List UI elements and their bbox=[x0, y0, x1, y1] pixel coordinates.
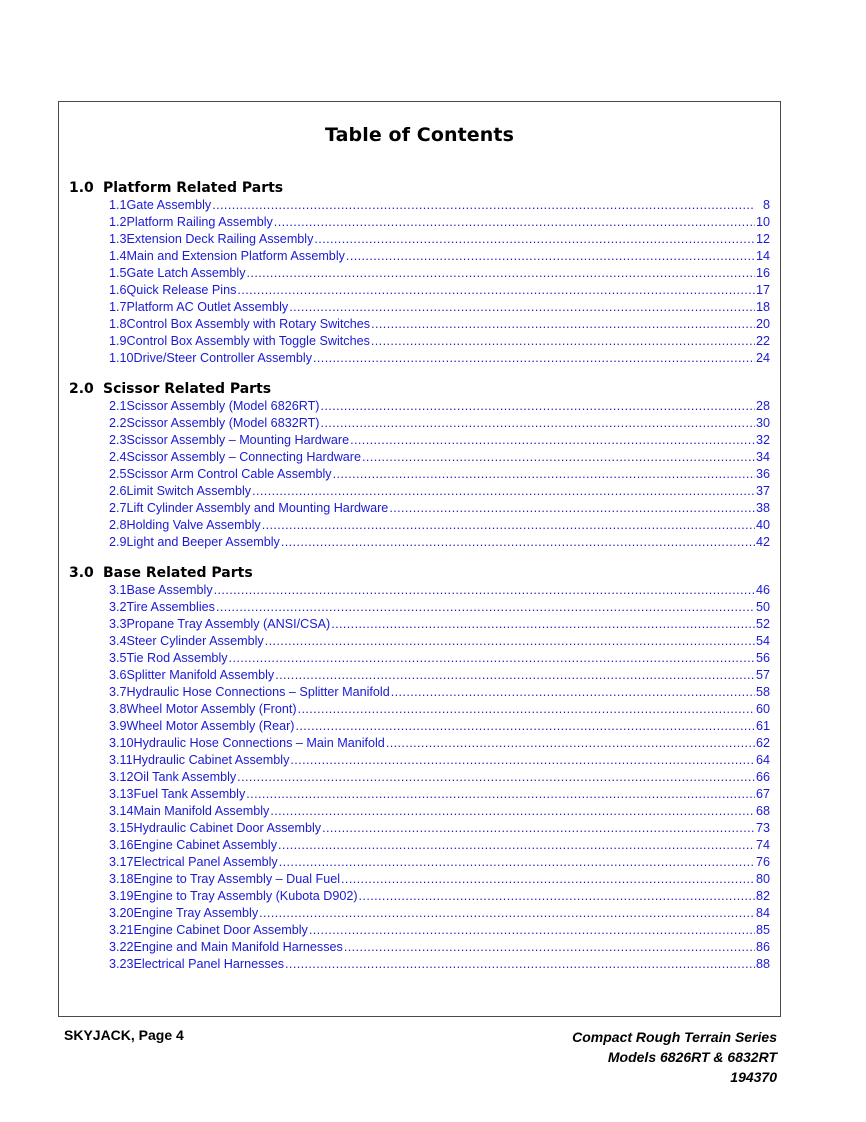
toc-entry-page: 67 bbox=[755, 787, 770, 801]
toc-entry-number: 1.9 bbox=[109, 334, 127, 348]
toc-entry[interactable] bbox=[109, 517, 770, 534]
toc-entry-page: 76 bbox=[755, 855, 770, 869]
toc-entry-label: Scissor Arm Control Cable Assembly bbox=[126, 467, 332, 481]
section-heading bbox=[69, 380, 770, 398]
toc-entry-label: Main Manifold Assembly bbox=[133, 804, 270, 818]
toc-entry-label: Splitter Manifold Assembly bbox=[126, 668, 275, 682]
toc-entry-number: 3.8 bbox=[109, 702, 127, 716]
toc-entry-page: 20 bbox=[755, 317, 770, 331]
toc-leader-dots bbox=[275, 667, 755, 684]
toc-leader-dots bbox=[313, 350, 755, 367]
toc-entry-label: Extension Deck Railing Assembly bbox=[126, 232, 314, 246]
toc-entry-page: 37 bbox=[755, 484, 770, 498]
toc-entry[interactable] bbox=[109, 582, 770, 599]
toc-entry-number: 3.18 bbox=[109, 872, 134, 886]
toc-entry-number: 3.14 bbox=[109, 804, 134, 818]
toc-leader-dots bbox=[346, 248, 755, 265]
toc-entry-number: 2.1 bbox=[109, 399, 127, 413]
toc-entry-number: 2.2 bbox=[109, 416, 127, 430]
toc-entry-number: 3.7 bbox=[109, 685, 127, 699]
toc-entry[interactable] bbox=[109, 939, 770, 956]
toc-entry-number: 3.15 bbox=[109, 821, 134, 835]
toc-entry-page: 28 bbox=[755, 399, 770, 413]
toc-entry-page: 60 bbox=[755, 702, 770, 716]
toc-entry[interactable] bbox=[109, 265, 770, 282]
toc-entry-number: 3.3 bbox=[109, 617, 127, 631]
toc-entry-label: Fuel Tank Assembly bbox=[133, 787, 246, 801]
toc-entry-number: 2.8 bbox=[109, 518, 127, 532]
toc-entry-number: 1.4 bbox=[109, 249, 127, 263]
footer-document-info bbox=[572, 1027, 777, 1087]
toc-entry-page: 88 bbox=[755, 957, 770, 971]
toc-leader-dots bbox=[371, 333, 755, 350]
toc-entry-page: 22 bbox=[755, 334, 770, 348]
toc-entry-page: 54 bbox=[755, 634, 770, 648]
toc-entry-page: 18 bbox=[755, 300, 770, 314]
toc-entry-number: 1.6 bbox=[109, 283, 127, 297]
toc-entry-number: 3.4 bbox=[109, 634, 127, 648]
toc-leader-dots bbox=[314, 231, 755, 248]
toc-entry-number: 3.12 bbox=[109, 770, 134, 784]
toc-leader-dots bbox=[274, 214, 755, 231]
toc-entry-label: Platform AC Outlet Assembly bbox=[126, 300, 289, 314]
toc-entry[interactable] bbox=[109, 956, 770, 973]
toc-leader-dots bbox=[270, 803, 755, 820]
toc-leader-dots bbox=[331, 616, 755, 633]
toc-entry-number: 2.7 bbox=[109, 501, 127, 515]
toc-entry-page: 8 bbox=[762, 198, 770, 212]
toc-entry-page: 42 bbox=[755, 535, 770, 549]
toc-entry-number: 3.6 bbox=[109, 668, 127, 682]
toc-entry-page: 57 bbox=[755, 668, 770, 682]
toc-entry[interactable] bbox=[109, 231, 770, 248]
toc-entry[interactable] bbox=[109, 432, 770, 449]
toc-entry-number: 1.8 bbox=[109, 317, 127, 331]
toc-entry[interactable] bbox=[109, 248, 770, 265]
toc-entry[interactable] bbox=[109, 735, 770, 752]
section-number: 2.0 bbox=[69, 381, 94, 397]
toc-entry-number: 3.9 bbox=[109, 719, 127, 733]
toc-entry-label: Scissor Assembly (Model 6832RT) bbox=[126, 416, 320, 430]
toc-entry[interactable] bbox=[109, 197, 770, 214]
toc-entry[interactable] bbox=[109, 534, 770, 551]
toc-entry[interactable] bbox=[109, 650, 770, 667]
toc-leader-dots bbox=[389, 500, 755, 517]
toc-entry-page: 61 bbox=[755, 719, 770, 733]
toc-entry-page: 80 bbox=[755, 872, 770, 886]
toc-entry-label: Lift Cylinder Assembly and Mounting Hardware bbox=[126, 501, 389, 515]
toc-entry-page: 30 bbox=[755, 416, 770, 430]
toc-entry-page: 17 bbox=[755, 283, 770, 297]
toc-entry-label: Light and Beeper Assembly bbox=[126, 535, 280, 549]
toc-entry-number: 1.3 bbox=[109, 232, 127, 246]
toc-entry[interactable] bbox=[109, 854, 770, 871]
toc-leader-dots bbox=[362, 449, 755, 466]
toc-entry-label: Electrical Panel Assembly bbox=[133, 855, 278, 869]
toc-entry-label: Engine to Tray Assembly – Dual Fuel bbox=[133, 872, 341, 886]
toc-entry-page: 12 bbox=[755, 232, 770, 246]
toc-leader-dots bbox=[290, 752, 755, 769]
toc-entry-page: 50 bbox=[755, 600, 770, 614]
toc-leader-dots bbox=[359, 888, 755, 905]
toc-leader-dots bbox=[371, 316, 755, 333]
toc-entry[interactable] bbox=[109, 398, 770, 415]
toc-entry[interactable] bbox=[109, 616, 770, 633]
toc-entry-number: 3.5 bbox=[109, 651, 127, 665]
toc-entry-label: Steer Cylinder Assembly bbox=[126, 634, 264, 648]
toc-entry-number: 1.2 bbox=[109, 215, 127, 229]
toc-leader-dots bbox=[320, 415, 755, 432]
toc-entry-page: 73 bbox=[755, 821, 770, 835]
toc-entry-label: Propane Tray Assembly (ANSI/CSA) bbox=[126, 617, 331, 631]
toc-entry-page: 40 bbox=[755, 518, 770, 532]
toc-leader-dots bbox=[214, 582, 755, 599]
toc-leader-dots bbox=[246, 786, 755, 803]
toc-entry[interactable] bbox=[109, 871, 770, 888]
toc-entry[interactable] bbox=[109, 667, 770, 684]
toc-leader-dots bbox=[391, 684, 755, 701]
toc-entry-page: 66 bbox=[755, 770, 770, 784]
toc-entry-page: 56 bbox=[755, 651, 770, 665]
toc-leader-dots bbox=[320, 398, 755, 415]
toc-entry[interactable] bbox=[109, 684, 770, 701]
toc-leader-dots bbox=[212, 197, 755, 214]
section-title: Platform Related Parts bbox=[103, 180, 284, 196]
toc-leader-dots bbox=[289, 299, 755, 316]
section-number: 1.0 bbox=[69, 180, 94, 196]
toc-leader-dots bbox=[237, 769, 755, 786]
section-title: Base Related Parts bbox=[103, 565, 253, 581]
toc-entry[interactable] bbox=[109, 633, 770, 650]
toc-entry-number: 3.11 bbox=[109, 753, 133, 767]
toc-entry[interactable] bbox=[109, 415, 770, 432]
toc-entry[interactable] bbox=[109, 214, 770, 231]
toc-entry-label: Control Box Assembly with Toggle Switches bbox=[126, 334, 370, 348]
toc-entry-page: 85 bbox=[755, 923, 770, 937]
toc-leader-dots bbox=[285, 956, 755, 973]
toc-entry-label: Engine to Tray Assembly (Kubota D902) bbox=[133, 889, 358, 903]
toc-entry-page: 10 bbox=[755, 215, 770, 229]
toc-entry[interactable] bbox=[109, 701, 770, 718]
toc-entry-number: 3.1 bbox=[109, 583, 127, 597]
toc-entry-page: 64 bbox=[755, 753, 770, 767]
section-platform bbox=[69, 179, 770, 367]
toc-leader-dots bbox=[386, 735, 755, 752]
toc-entry-number: 3.17 bbox=[109, 855, 134, 869]
toc-leader-dots bbox=[216, 599, 755, 616]
toc-entry-page: 68 bbox=[755, 804, 770, 818]
section-heading bbox=[69, 179, 770, 197]
toc-entry-label: Engine and Main Manifold Harnesses bbox=[133, 940, 343, 954]
toc-entry-page: 38 bbox=[755, 501, 770, 515]
toc-leader-dots bbox=[341, 871, 755, 888]
toc-entry[interactable] bbox=[109, 718, 770, 735]
toc-leader-dots bbox=[279, 854, 755, 871]
toc-leader-dots bbox=[344, 939, 755, 956]
toc-leader-dots bbox=[298, 701, 755, 718]
toc-entry-page: 14 bbox=[755, 249, 770, 263]
toc-entry-label: Electrical Panel Harnesses bbox=[133, 957, 285, 971]
toc-entry-number: 1.1 bbox=[109, 198, 127, 212]
toc-entry[interactable] bbox=[109, 752, 770, 769]
section-number: 3.0 bbox=[69, 565, 94, 581]
toc-entry-number: 3.20 bbox=[109, 906, 134, 920]
section-base bbox=[69, 564, 770, 973]
toc-entry-number: 3.16 bbox=[109, 838, 134, 852]
toc-entry-label: Base Assembly bbox=[126, 583, 213, 597]
toc-leader-dots bbox=[229, 650, 755, 667]
toc-entry-label: Hydraulic Cabinet Door Assembly bbox=[133, 821, 322, 835]
toc-entry-number: 2.4 bbox=[109, 450, 127, 464]
toc-entry-page: 86 bbox=[755, 940, 770, 954]
toc-entry-page: 58 bbox=[755, 685, 770, 699]
toc-entry-number: 1.10 bbox=[109, 351, 134, 365]
toc-entry-page: 74 bbox=[755, 838, 770, 852]
toc-entry-page: 36 bbox=[755, 467, 770, 481]
toc-entry-label: Hydraulic Hose Connections – Main Manifold bbox=[133, 736, 385, 750]
toc-entry-label: Wheel Motor Assembly (Front) bbox=[126, 702, 297, 716]
toc-entry-number: 1.7 bbox=[109, 300, 127, 314]
toc-leader-dots bbox=[247, 265, 755, 282]
toc-leader-dots bbox=[278, 837, 755, 854]
toc-entry[interactable] bbox=[109, 316, 770, 333]
toc-entry-number: 2.9 bbox=[109, 535, 127, 549]
toc-entry[interactable] bbox=[109, 786, 770, 803]
toc-entry-label: Gate Latch Assembly bbox=[126, 266, 246, 280]
toc-entry-number: 3.23 bbox=[109, 957, 134, 971]
toc-entry-label: Quick Release Pins bbox=[126, 283, 237, 297]
toc-entry-number: 2.5 bbox=[109, 467, 127, 481]
toc-entry-label: Engine Cabinet Door Assembly bbox=[133, 923, 308, 937]
toc-entry-number: 1.5 bbox=[109, 266, 127, 280]
toc-entry-page: 46 bbox=[755, 583, 770, 597]
toc-entry-page: 16 bbox=[755, 266, 770, 280]
toc-entry[interactable] bbox=[109, 333, 770, 350]
page-title: Table of Contents bbox=[325, 124, 514, 146]
toc-entry[interactable] bbox=[109, 599, 770, 616]
toc-entry-label: Control Box Assembly with Rotary Switches bbox=[126, 317, 371, 331]
toc-entry-page: 34 bbox=[755, 450, 770, 464]
toc-leader-dots bbox=[333, 466, 755, 483]
toc-entry-page: 84 bbox=[755, 906, 770, 920]
section-scissor bbox=[69, 380, 770, 551]
toc-entry-label: Hydraulic Hose Connections – Splitter Manifold bbox=[126, 685, 390, 699]
footer-doc-number: 194370 bbox=[730, 1069, 777, 1085]
toc-entry-number: 2.6 bbox=[109, 484, 127, 498]
toc-entry-label: Tire Assemblies bbox=[126, 600, 215, 614]
toc-entry-number: 3.22 bbox=[109, 940, 134, 954]
toc-leader-dots bbox=[350, 432, 755, 449]
toc-entry[interactable] bbox=[109, 350, 770, 367]
toc-entry-label: Holding Valve Assembly bbox=[126, 518, 261, 532]
toc-entry-number: 2.3 bbox=[109, 433, 127, 447]
toc-entry-label: Scissor Assembly (Model 6826RT) bbox=[126, 399, 320, 413]
toc-entry-page: 52 bbox=[755, 617, 770, 631]
toc-entry-label: Scissor Assembly – Mounting Hardware bbox=[126, 433, 350, 447]
toc-entry-label: Main and Extension Platform Assembly bbox=[126, 249, 345, 263]
toc-entry-label: Scissor Assembly – Connecting Hardware bbox=[126, 450, 362, 464]
section-title: Scissor Related Parts bbox=[103, 381, 272, 397]
toc-entry[interactable] bbox=[109, 888, 770, 905]
toc-entry[interactable] bbox=[109, 803, 770, 820]
toc-leader-dots bbox=[309, 922, 755, 939]
toc-leader-dots bbox=[259, 905, 755, 922]
toc-entry-label: Drive/Steer Controller Assembly bbox=[133, 351, 312, 365]
toc-entry[interactable] bbox=[109, 449, 770, 466]
toc-entry[interactable] bbox=[109, 820, 770, 837]
toc-entry-label: Engine Tray Assembly bbox=[133, 906, 259, 920]
toc-entry-number: 3.10 bbox=[109, 736, 134, 750]
toc-entry[interactable] bbox=[109, 769, 770, 786]
toc-entry-label: Wheel Motor Assembly (Rear) bbox=[126, 719, 295, 733]
toc-entry-number: 3.21 bbox=[109, 923, 134, 937]
toc-entry[interactable] bbox=[109, 282, 770, 299]
toc-entry-label: Engine Cabinet Assembly bbox=[133, 838, 278, 852]
toc-entry-label: Oil Tank Assembly bbox=[133, 770, 237, 784]
toc-leader-dots bbox=[281, 534, 755, 551]
toc-entry-label: Platform Railing Assembly bbox=[126, 215, 273, 229]
toc-leader-dots bbox=[237, 282, 755, 299]
footer-page-label: SKYJACK, Page 4 bbox=[64, 1027, 184, 1043]
toc-entry-page: 62 bbox=[755, 736, 770, 750]
toc-entry-number: 3.19 bbox=[109, 889, 134, 903]
toc-entry[interactable] bbox=[109, 837, 770, 854]
toc-entry[interactable] bbox=[109, 299, 770, 316]
toc-entry-page: 82 bbox=[755, 889, 770, 903]
toc-entry-page: 24 bbox=[755, 351, 770, 365]
toc-leader-dots bbox=[265, 633, 755, 650]
toc-entry[interactable] bbox=[109, 500, 770, 517]
toc-leader-dots bbox=[295, 718, 755, 735]
toc-entry-label: Limit Switch Assembly bbox=[126, 484, 252, 498]
section-heading bbox=[69, 564, 770, 582]
footer-series: Compact Rough Terrain Series bbox=[572, 1029, 777, 1045]
toc-leader-dots bbox=[322, 820, 755, 837]
toc-entry[interactable] bbox=[109, 922, 770, 939]
toc-entry-label: Gate Assembly bbox=[126, 198, 212, 212]
toc-entry[interactable] bbox=[109, 466, 770, 483]
toc-leader-dots bbox=[262, 517, 755, 534]
toc-entry[interactable] bbox=[109, 905, 770, 922]
toc-entry[interactable] bbox=[109, 483, 770, 500]
toc-leader-dots bbox=[252, 483, 755, 500]
toc-entry-number: 3.2 bbox=[109, 600, 127, 614]
toc-entry-label: Hydraulic Cabinet Assembly bbox=[132, 753, 290, 767]
toc-entry-page: 32 bbox=[755, 433, 770, 447]
footer-models: Models 6826RT & 6832RT bbox=[607, 1049, 777, 1065]
toc-entry-label: Tie Rod Assembly bbox=[126, 651, 228, 665]
toc-entry-number: 3.13 bbox=[109, 787, 134, 801]
page-frame bbox=[58, 101, 781, 1017]
